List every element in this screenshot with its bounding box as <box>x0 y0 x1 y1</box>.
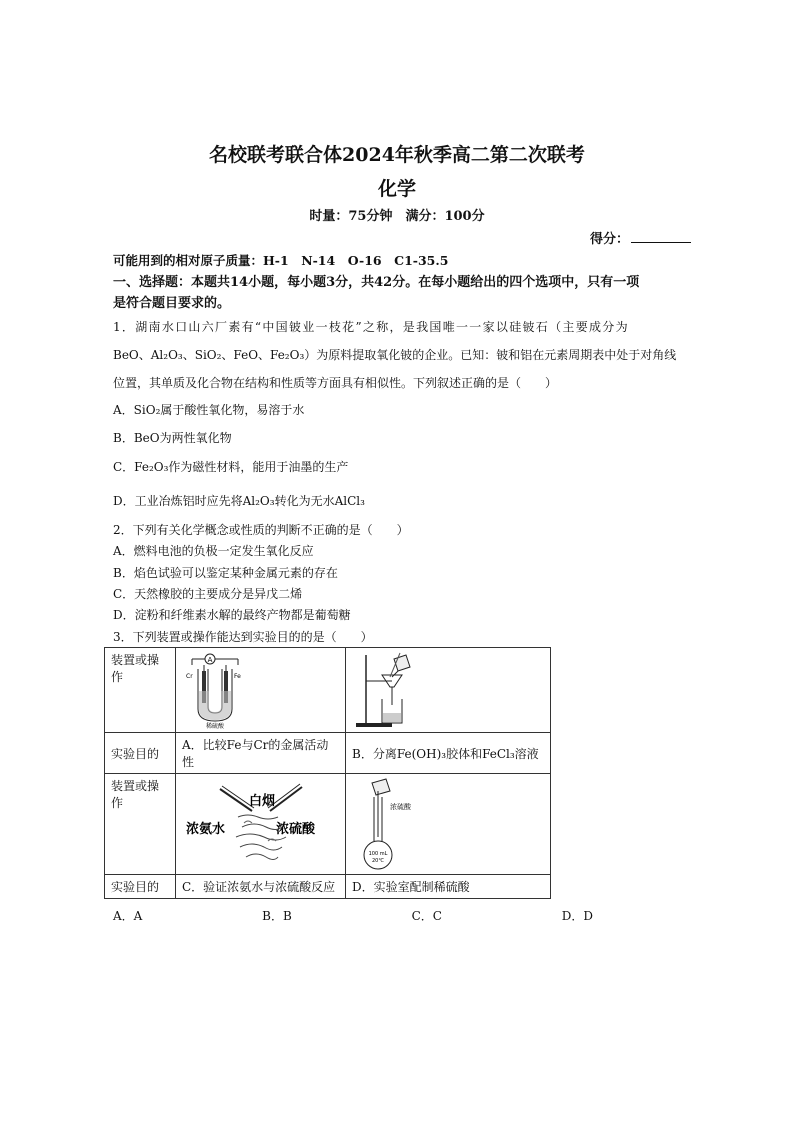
row-label-device: 装置或操作 <box>105 648 176 733</box>
dilute-sulfuric-acid-label: 稀硫酸 <box>205 723 225 729</box>
purpose-c: C．验证浓氨水与浓硫酸反应 <box>176 875 346 899</box>
q1-option-a: A．SiO₂属于酸性氧化物，易溶于水 <box>113 403 305 417</box>
table-row <box>105 733 551 774</box>
white-smoke-label: 白烟 <box>248 794 276 809</box>
q2-option-b: B．焰色试验可以鉴定某种金属元素的存在 <box>113 566 338 580</box>
q3-answer-d: D．D <box>561 909 593 923</box>
q2-option-c: C．天然橡胶的主要成分是异戊二烯 <box>113 587 303 601</box>
row-label-device: 装置或操作 <box>105 774 176 875</box>
row-label-purpose: 实验目的 <box>105 875 176 899</box>
section1-heading-line1: 一、选择题：本题共14小题，每小题3分，共42分。在每小题给出的四个选项中，只有一项 <box>113 275 640 290</box>
conc-acid-label: 浓硫酸 <box>390 803 411 811</box>
volumetric-flask-figure <box>352 777 432 871</box>
purpose-b: B．分离Fe(OH)₃胶体和FeCl₃溶液 <box>346 733 551 774</box>
electrochemical-cell-figure <box>182 651 282 729</box>
score-blank <box>631 230 691 243</box>
q3-answer-b: B．B <box>262 909 292 923</box>
q1-stem-line1: 1．湖南水口山六厂素有“中国铍业一枝花”之称，是我国唯一一家以硅铍石（主要成分为 <box>113 320 629 334</box>
q3-stem: 3．下列装置或操作能达到实验目的的是（ ） <box>113 630 373 644</box>
score-field <box>590 228 691 247</box>
q3-answer-c: C．C <box>411 909 442 923</box>
filtration-apparatus-figure <box>352 651 432 729</box>
q1-option-d: D．工业冶炼铝时应先将Al₂O₃转化为无水AlCl₃ <box>113 494 365 508</box>
q2-option-d: D．淀粉和纤维素水解的最终产物都是葡萄糖 <box>113 608 351 622</box>
q2-option-a: A．燃料电池的负极一定发生氧化反应 <box>113 544 314 558</box>
atomic-masses: 可能用到的相对原子质量：H-1 N-14 O-16 C1-35.5 <box>113 253 449 268</box>
table-row <box>105 875 551 899</box>
table-row <box>105 774 551 875</box>
ammeter-label: A <box>207 656 213 664</box>
flask-temp-label: 20℃ <box>372 858 384 864</box>
section1-heading-line2: 是符合题目要求的。 <box>113 296 231 311</box>
q1-option-c: C．Fe₂O₃作为磁性材料，能用于油墨的生产 <box>113 460 349 474</box>
exam-title: 名校联考联合体2024年秋季高二第二次联考 <box>209 144 585 166</box>
subject-title: 化学 <box>377 178 416 200</box>
q3-answer-a: A．A <box>113 909 143 923</box>
figure-a-cell <box>176 648 346 733</box>
purpose-a: A．比较Fe与Cr的金属活动性 <box>176 733 346 774</box>
figure-b-cell <box>346 648 551 733</box>
conc-sulfuric-acid-label: 浓硫酸 <box>276 822 316 837</box>
q1-stem-line3: 位置，其单质及化合物在结构和性质等方面具有相似性。下列叙述正确的是（ ） <box>113 376 558 390</box>
q2-stem: 2．下列有关化学概念或性质的判断不正确的是（ ） <box>113 523 409 537</box>
q1-stem-line2: BeO、Al₂O₃、SiO₂、FeO、Fe₂O₃）为原料提取氧化铍的企业。已知：铍和铝在元素周期表中处于对角线 <box>113 348 677 362</box>
cr-electrode-label: Cr <box>186 673 193 680</box>
time-and-score-info: 时量：75分钟 满分：100分 <box>309 209 485 224</box>
score-label: 得分： <box>590 232 630 247</box>
ammonia-sulfuric-acid-figure <box>182 777 332 869</box>
flask-volume-label: 100 mL <box>368 851 388 857</box>
fe-electrode-label: Fe <box>234 673 241 680</box>
q1-option-b: B．BeO为两性氧化物 <box>113 431 232 445</box>
purpose-d: D．实验室配制稀硫酸 <box>346 875 551 899</box>
conc-ammonia-label: 浓氨水 <box>186 822 226 837</box>
figure-c-cell <box>176 774 346 875</box>
q3-answer-options <box>113 907 593 924</box>
q3-experiment-table <box>104 647 551 899</box>
figure-d-cell <box>346 774 551 875</box>
row-label-purpose: 实验目的 <box>105 733 176 774</box>
table-row <box>105 648 551 733</box>
